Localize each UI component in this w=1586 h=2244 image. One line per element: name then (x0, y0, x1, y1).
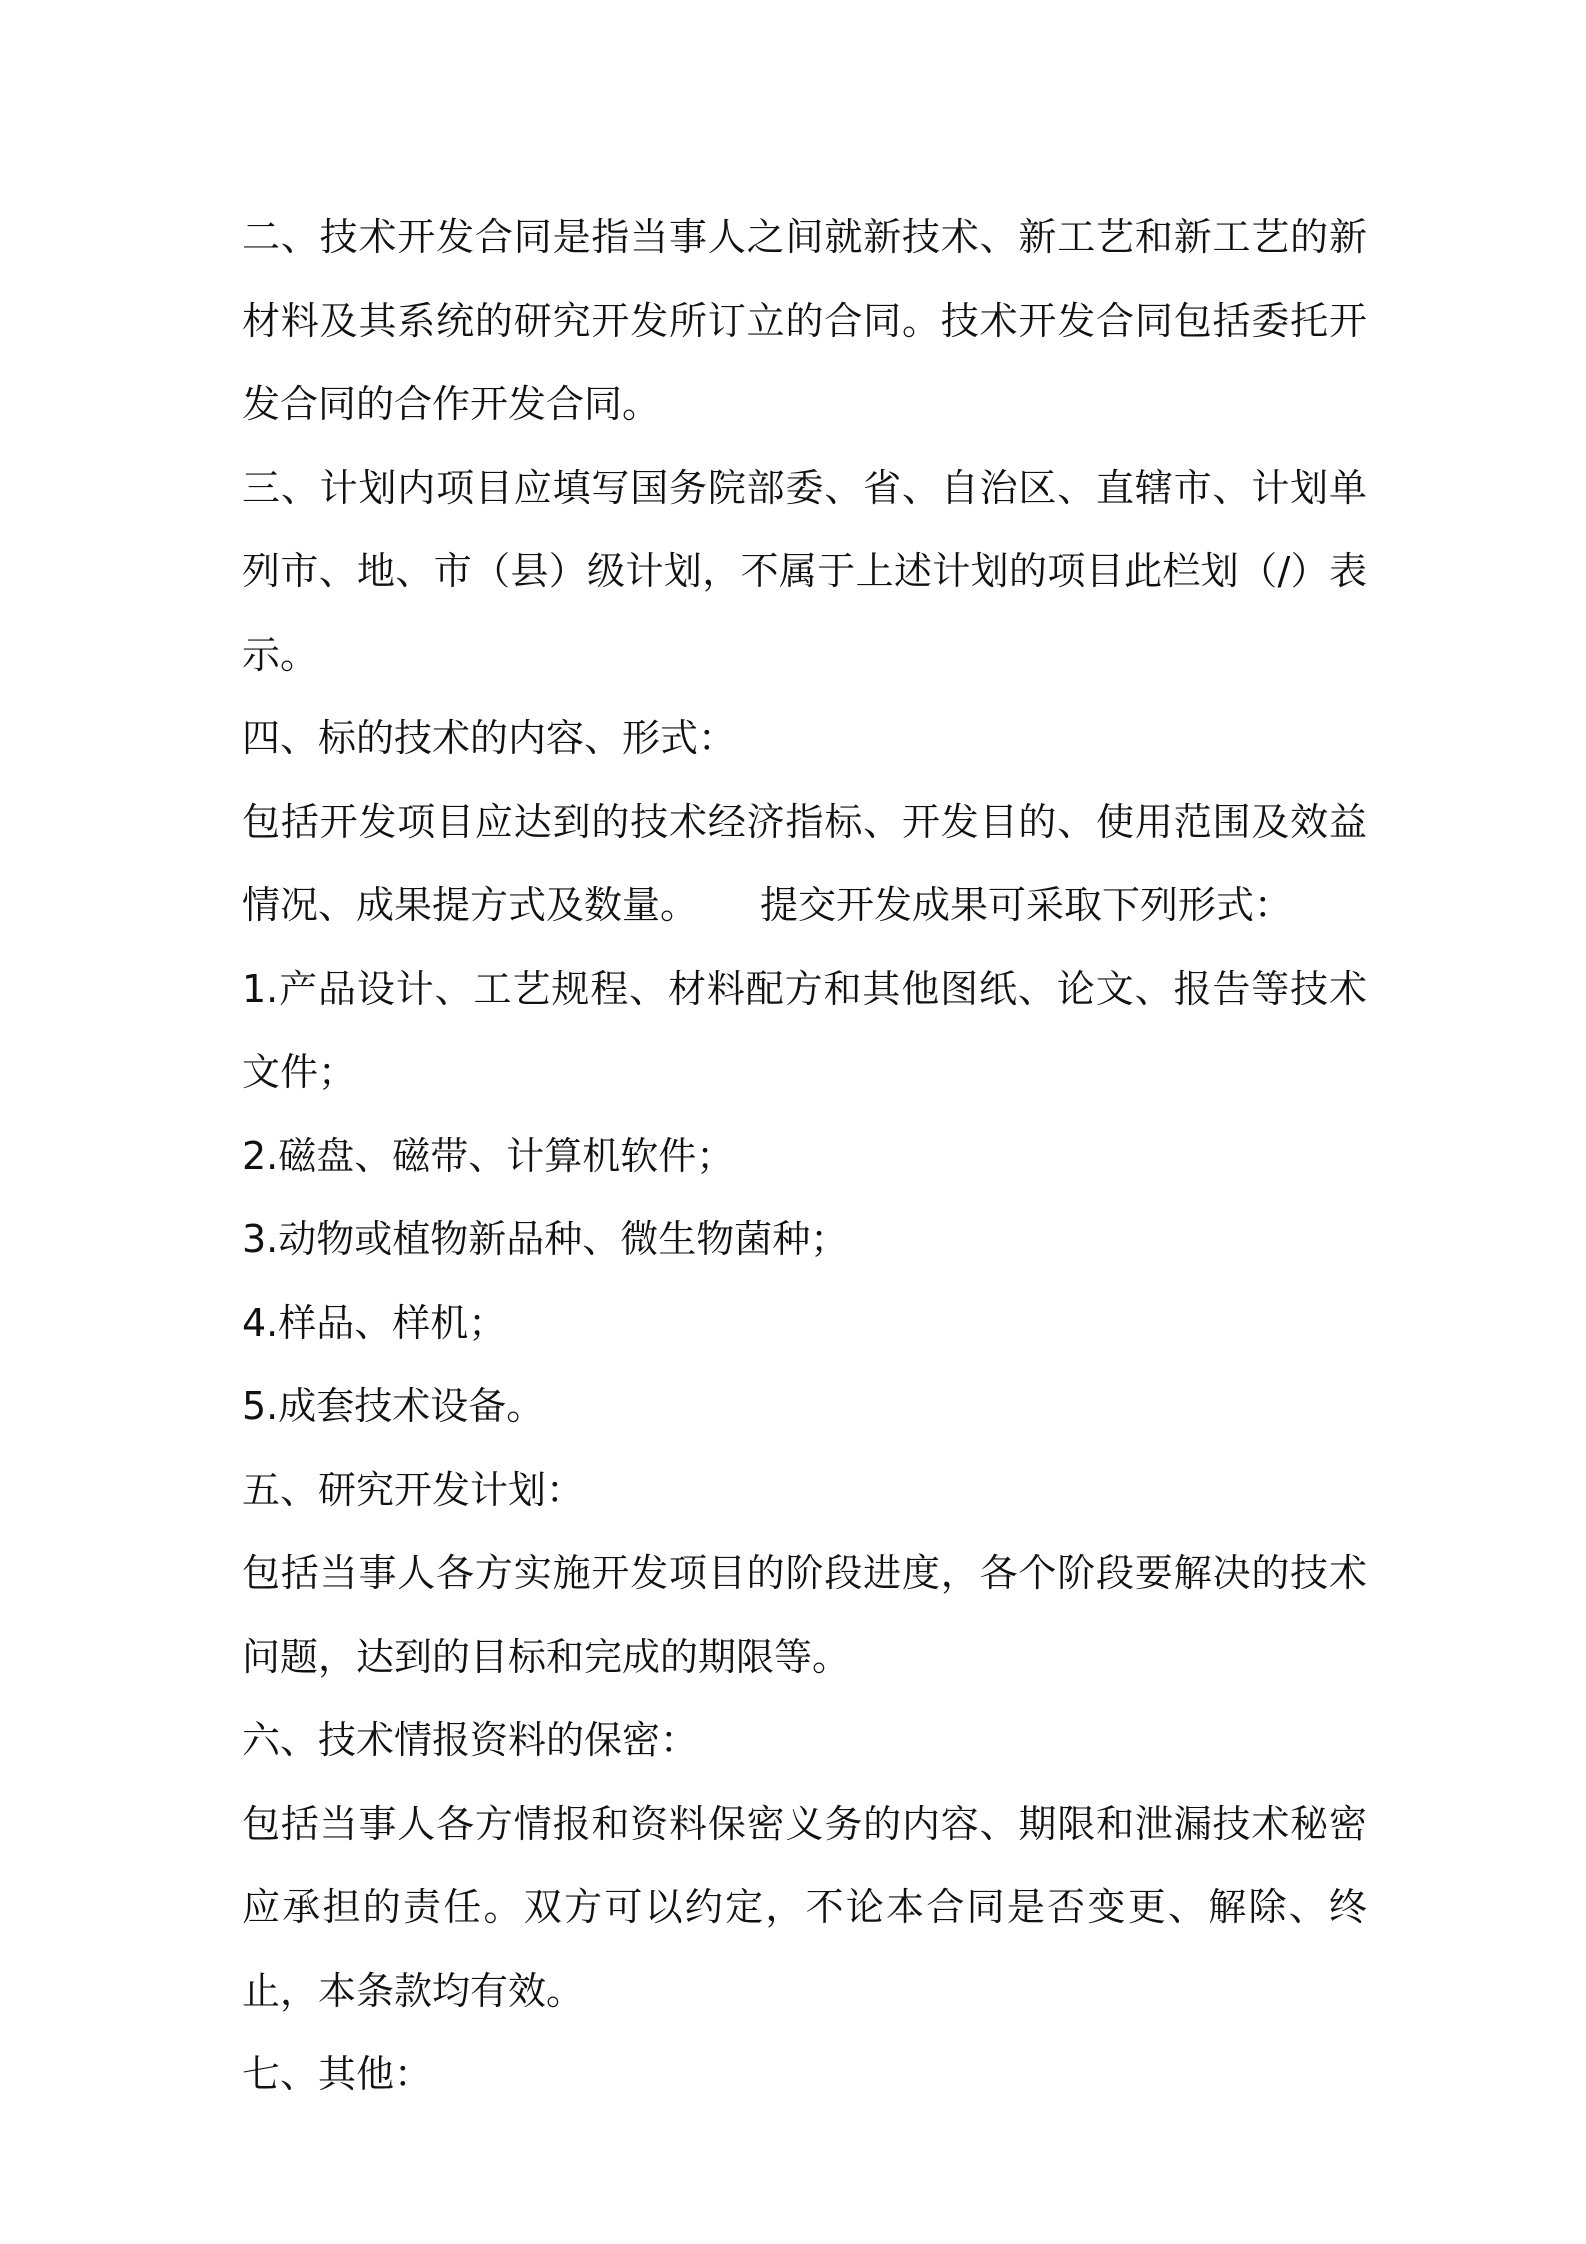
paragraph-section-4-body (242, 781, 1367, 948)
heading-section-4: 四、标的技术的内容、形式： (242, 716, 737, 760)
heading-section-6: 六、技术情报资料的保密： (242, 1718, 699, 1762)
list-item-3: 3.动物或植物新品种、微生物菌种； (242, 1217, 849, 1261)
heading-section-5: 五、研究开发计划： (242, 1467, 585, 1512)
list-item-2: 2.磁盘、磁带、计算机软件； (242, 1133, 735, 1178)
section-4-forms-intro: 提交开发成果可采取下列形式： (760, 883, 1293, 927)
paragraph-section-3: 三、计划内项目应填写国务院部委、省、自治区、直辖市、计划单列市、地、市（县）级计划，不属于上述计划的项目此栏划（/）表示。 (242, 465, 1367, 677)
paragraph-section-6-body: 包括当事人各方情报和资料保密义务的内容、期限和泄漏技术秘密应承担的责任。双方可以约定，不论本合同是否变更、解除、终止，本条款均有效。 (242, 1801, 1367, 2013)
heading-section-7: 七、其他： (242, 2052, 433, 2096)
list-item-4: 4.样品、样机； (242, 1300, 507, 1345)
list-item-1: 1.产品设计、工艺规程、材料配方和其他图纸、论文、报告等技术文件； (242, 966, 1367, 1094)
section-4-body-text: 包括开发项目应达到的技术经济指标、开发目的、使用范围及效益情况、成果提方式及数量。 (242, 799, 1367, 927)
paragraph-section-5-body: 包括当事人各方实施开发项目的阶段进度，各个阶段要解决的技术问题，达到的目标和完成的期限等。 (242, 1551, 1367, 1679)
document-body (242, 196, 1367, 2117)
paragraph-section-2: 二、技术开发合同是指当事人之间就新技术、新工艺和新工艺的新材料及其系统的研究开发所订立的合同。技术开发合同包括委托开发合同的合作开发合同。 (242, 215, 1367, 426)
list-item-5: 5.成套技术设备。 (242, 1384, 545, 1428)
